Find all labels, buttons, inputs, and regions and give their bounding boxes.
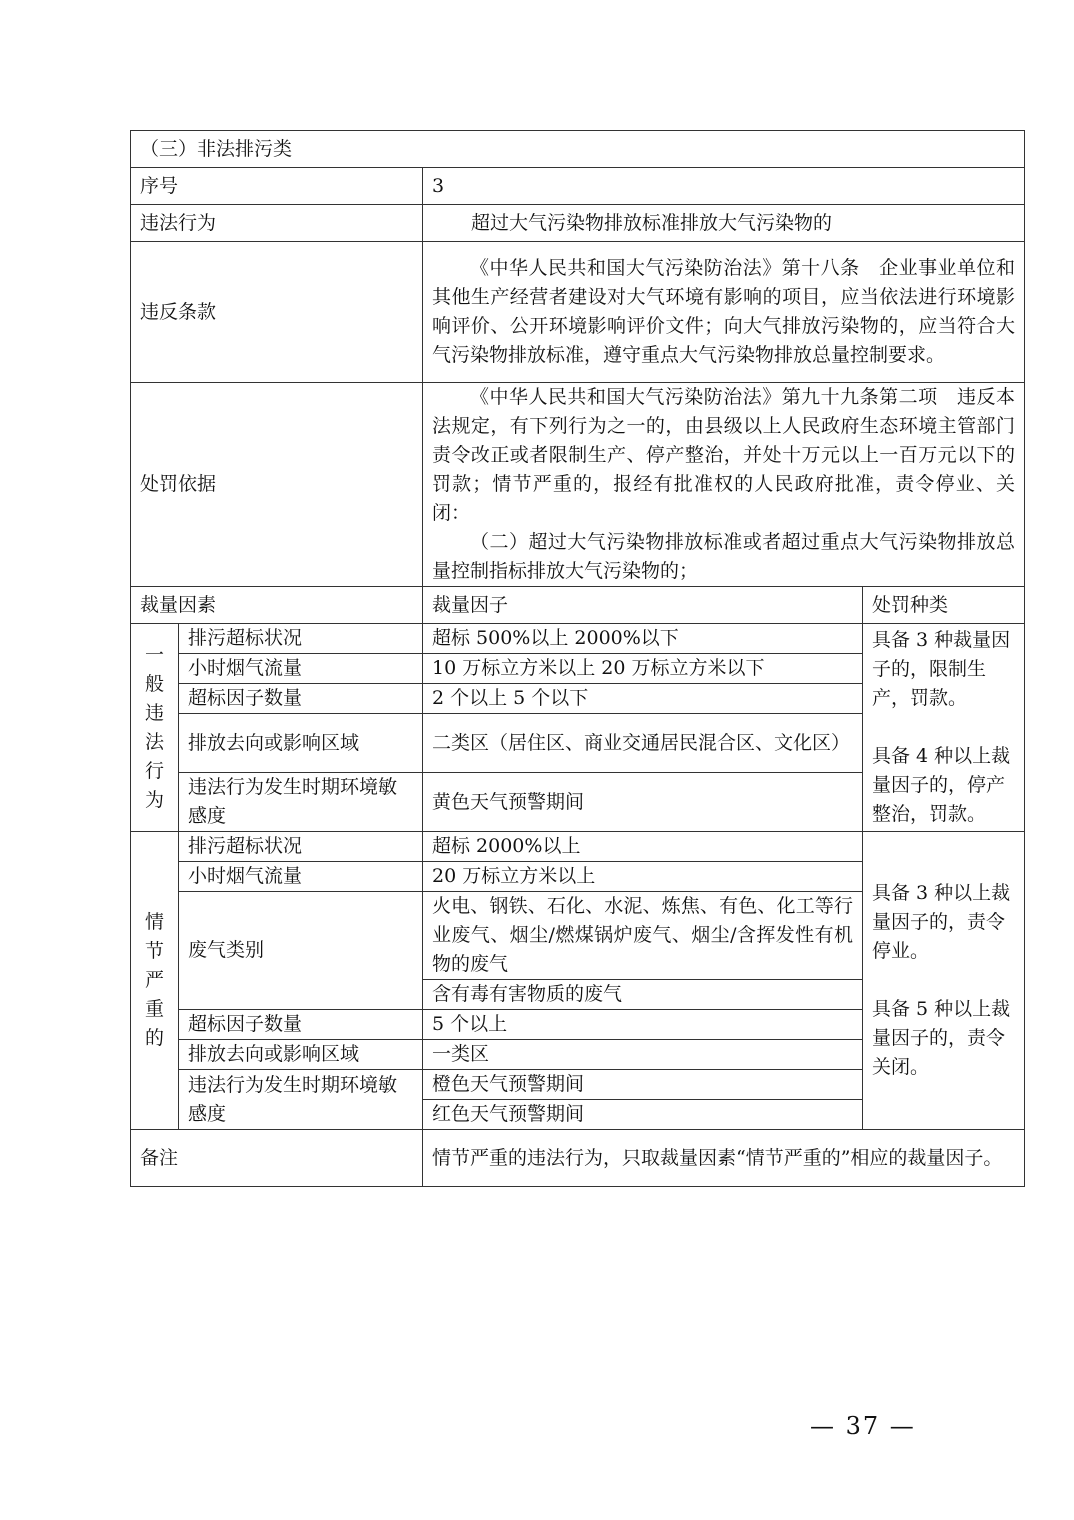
penalty-basis-label: 处罚依据 [131,383,423,587]
serious-penalty-1: 具备 3 种以上裁量因子的，责令停业。 [872,882,1011,962]
factor-header: 裁量因素 [131,587,423,624]
remark-label: 备注 [131,1130,423,1187]
serious-value: 5 个以上 [423,1010,863,1040]
serious-factor: 废气类别 [179,892,423,1010]
penalty-basis-paragraph-1: 《中华人民共和国大气污染防治法》第九十九条第二项 违反本法规定，有下列行为之一的，由县级以上人民政府生态环境主管部门责令改正或者限制生产、停产整治，并处十万元以上一百万元以下的罚款；情节严重的，报经有批准权的人民政府批准，责令停业、关闭： [432,386,1016,524]
serious-factor: 排污超标状况 [179,832,423,862]
general-value: 超标 500%以上 2000%以下 [423,624,863,654]
serious-value: 超标 2000%以上 [423,832,863,862]
serious-value: 红色天气预警期间 [423,1100,863,1130]
penalty-discretion-table [130,130,1025,1187]
clause-value: 《中华人民共和国大气污染防治法》第十八条 企业事业单位和其他生产经营者建设对大气环境有影响的项目，应当依法进行环境影响评价、公开环境影响评价文件；向大气排放污染物的，应当符合大气污染物排放标准，遵守重点大气污染物排放总量控制要求。 [423,242,1025,383]
general-value: 二类区（居住区、商业交通居民混合区、文化区） [423,714,863,773]
serious-factor: 排放去向或影响区域 [179,1040,423,1070]
clause-label: 违反条款 [131,242,423,383]
general-value: 10 万标立方米以上 20 万标立方米以下 [423,654,863,684]
general-penalty-1: 具备 3 种裁量因子的，限制生产，罚款。 [872,629,1011,709]
serial-value: 3 [423,168,1025,205]
general-value: 黄色天气预警期间 [423,773,863,832]
serious-value: 一类区 [423,1040,863,1070]
general-value: 2 个以上 5 个以下 [423,684,863,714]
serious-value: 火电、钢铁、石化、水泥、炼焦、有色、化工等行业废气、烟尘/燃煤锅炉废气、烟尘/含挥发性有机物的废气 [423,892,863,980]
general-factor: 违法行为发生时期环境敏感度 [179,773,423,832]
serious-factor: 超标因子数量 [179,1010,423,1040]
general-factor: 排放去向或影响区域 [179,714,423,773]
general-penalty-2: 具备 4 种以上裁量因子的，停产整治，罚款。 [872,745,1011,825]
serious-value: 含有毒有害物质的废气 [423,980,863,1010]
serial-label: 序号 [131,168,423,205]
general-factor: 超标因子数量 [179,684,423,714]
serious-value: 橙色天气预警期间 [423,1070,863,1100]
section-title: （三）非法排污类 [131,131,1025,168]
serious-factor: 违法行为发生时期环境敏感度 [179,1070,423,1130]
penalty-basis-paragraph-2: （二）超过大气污染物排放标准或者超过重点大气污染物排放总量控制指标排放大气污染物的； [432,531,1016,582]
violation-label: 违法行为 [131,205,423,242]
subfactor-header: 裁量因子 [423,587,863,624]
general-factor: 小时烟气流量 [179,654,423,684]
remark-value: 情节严重的违法行为，只取裁量因素“情节严重的”相应的裁量因子。 [423,1130,1025,1187]
page-number: — 37 — [810,1412,916,1440]
violation-value: 超过大气污染物排放标准排放大气污染物的 [423,205,1025,242]
serious-penalty-2: 具备 5 种以上裁量因子的，责令关闭。 [872,998,1011,1078]
general-factor: 排污超标状况 [179,624,423,654]
serious-group-label: 情 节 严 重 的 [131,832,179,1130]
penalty-basis-value [423,383,1025,587]
serious-factor: 小时烟气流量 [179,862,423,892]
general-penalty-category [863,624,1025,832]
general-group-label: 一 般 违 法 行 为 [131,624,179,832]
serious-penalty-category [863,832,1025,1130]
category-header: 处罚种类 [863,587,1025,624]
serious-value: 20 万标立方米以上 [423,862,863,892]
